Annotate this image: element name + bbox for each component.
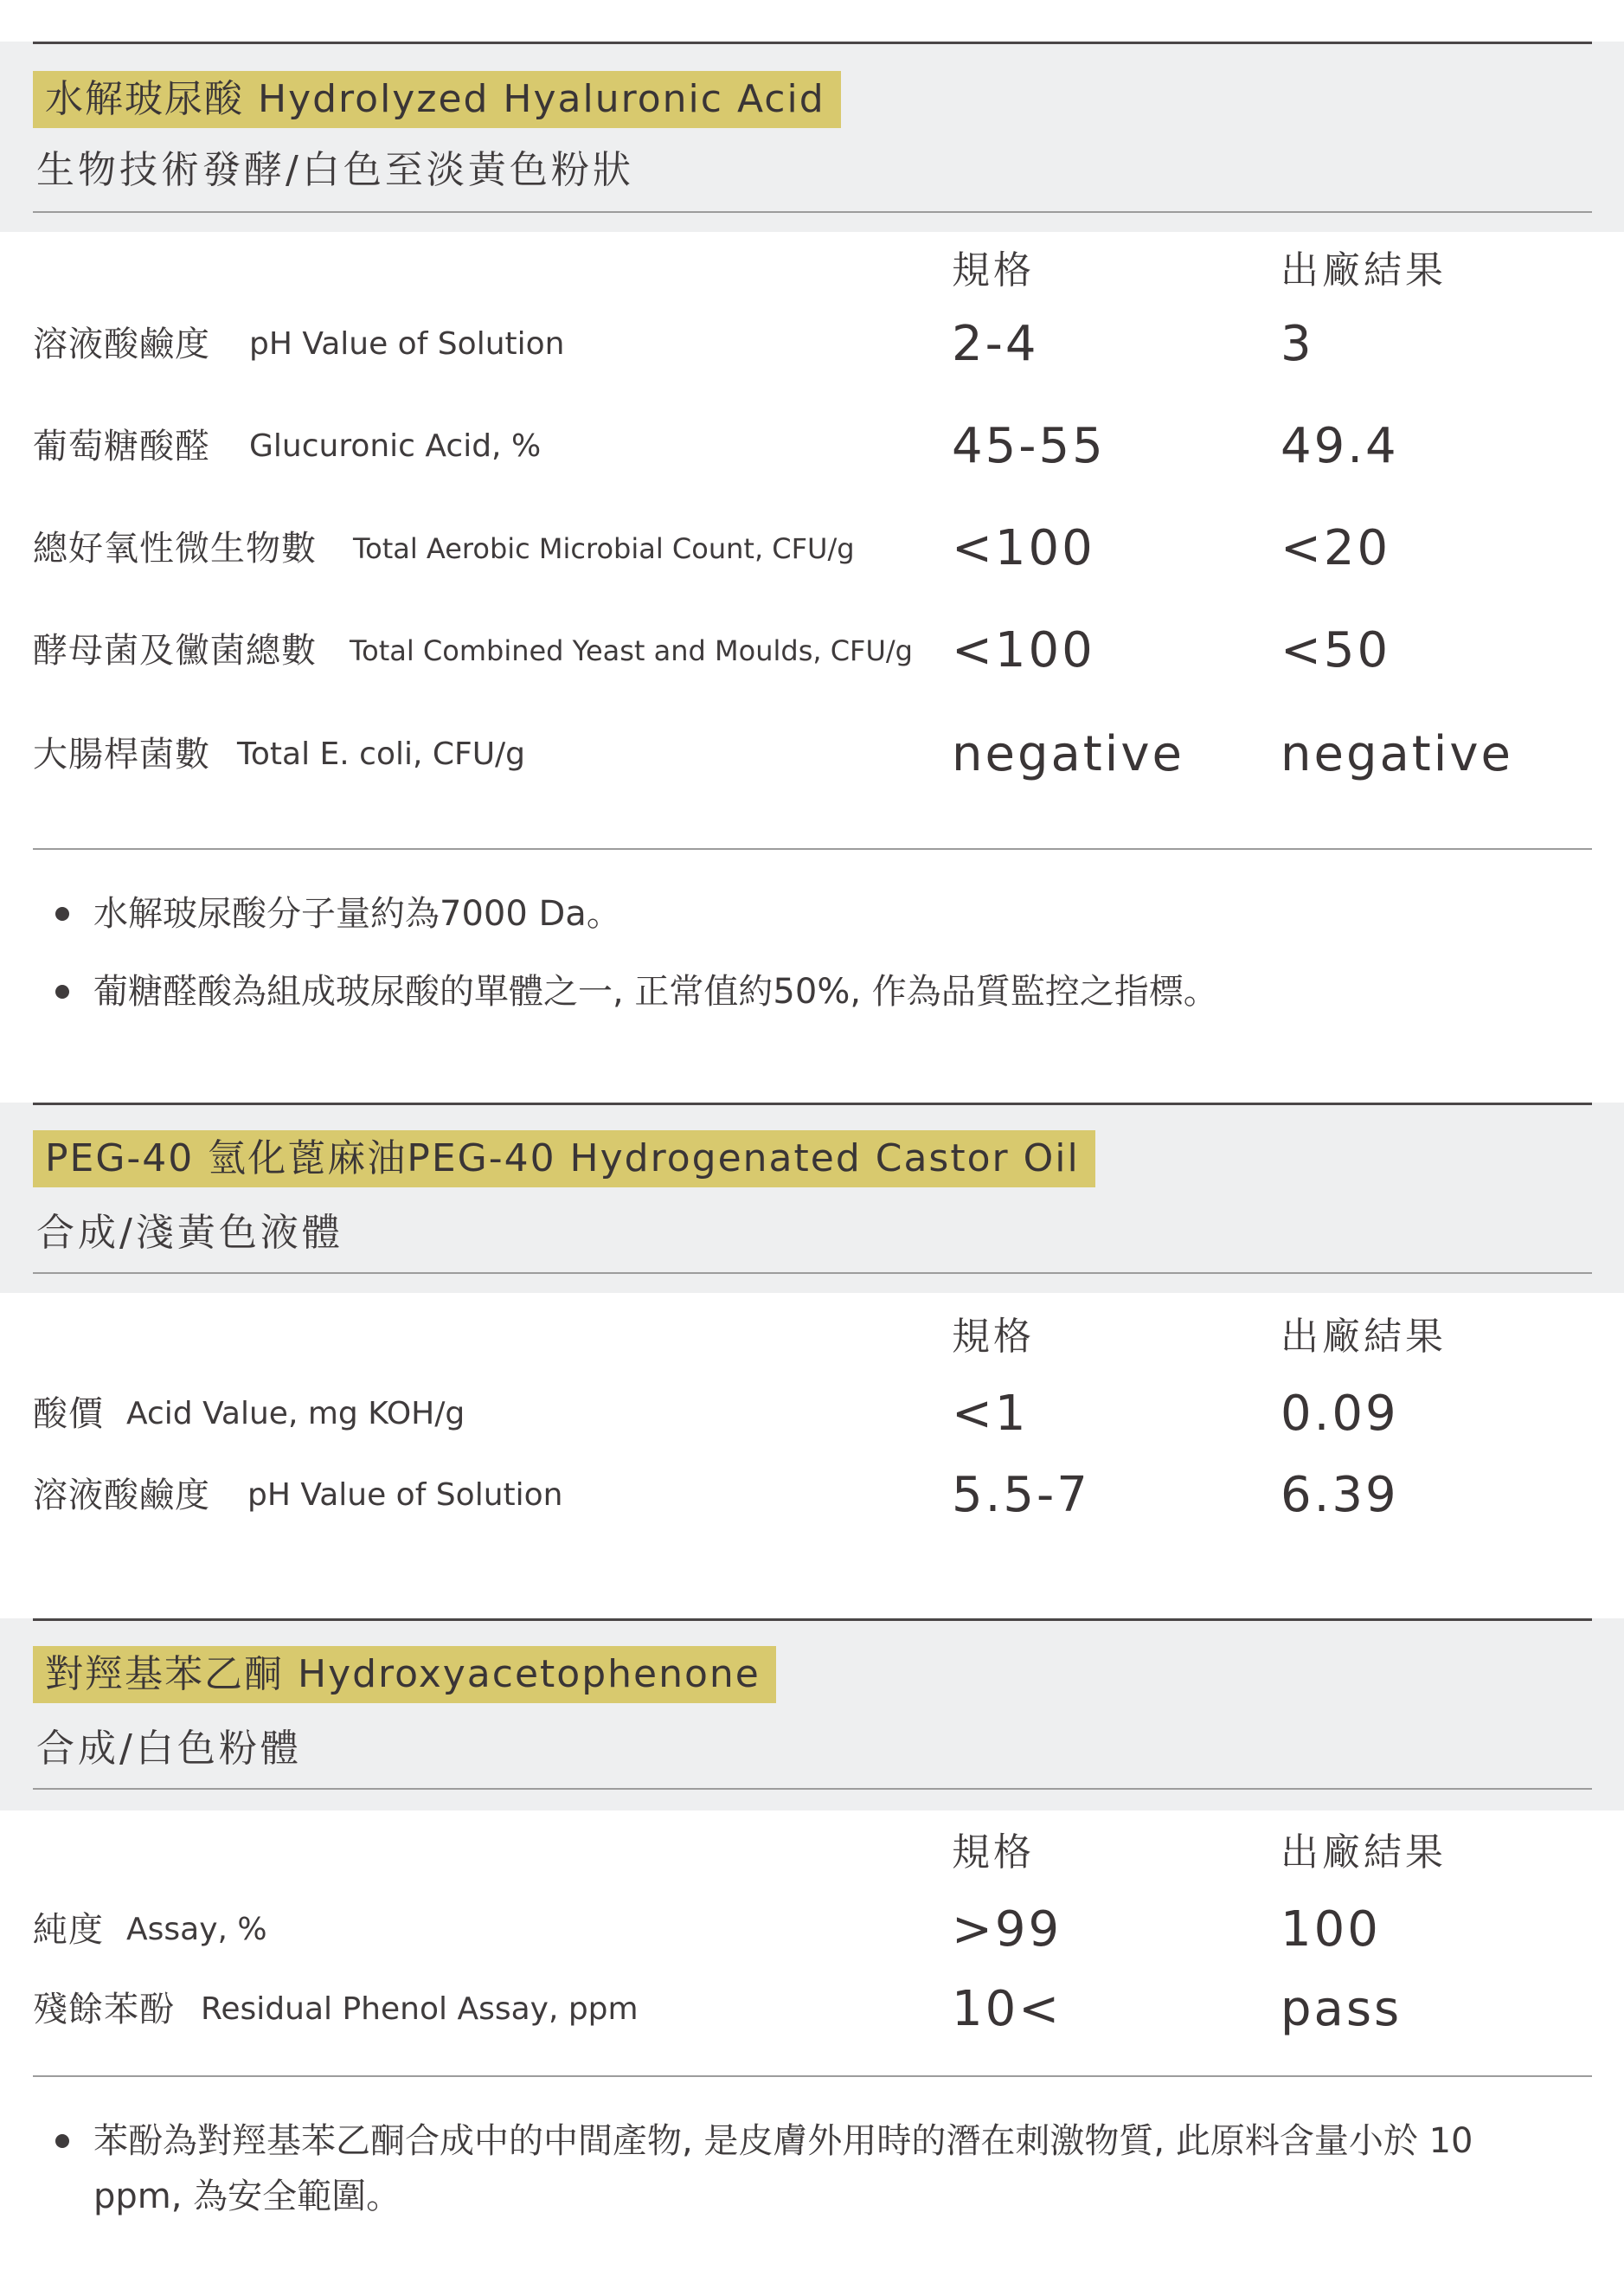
section1-spec-header: 規格 (952, 248, 1035, 293)
section2-title: PEG-40 氫化蓖麻油PEG-40 Hydrogenated Castor Oil (33, 1130, 1095, 1187)
row-label-cn: 葡萄糖酸醛 (33, 427, 210, 466)
section3-subtitle: 合成/白色粉體 (36, 1727, 302, 1771)
section3-header-divider (33, 1788, 1592, 1790)
row-spec: negative (952, 726, 1184, 782)
row-label-cn: 酵母菌及黴菌總數 (33, 631, 317, 671)
bullet-icon (55, 985, 69, 999)
row-result: <50 (1281, 622, 1391, 678)
section2-spec-header: 規格 (952, 1315, 1035, 1359)
row-spec: 10< (952, 1981, 1062, 2037)
section3-note: 苯酚為對羥基苯乙酮合成中的中間產物, 是皮膚外用時的潛在刺激物質, 此原料含量小於 10 ppm, 為安全範圍。 (93, 2121, 1473, 2216)
table-row (0, 1388, 1624, 1440)
row-spec: <100 (952, 520, 1095, 576)
row-label-en: Acid Value, mg KOH/g (126, 1396, 465, 1431)
section2-header-divider (33, 1272, 1592, 1274)
row-result: negative (1281, 726, 1513, 782)
section3-table-divider (33, 2075, 1592, 2077)
section2-top-rule (33, 1103, 1592, 1105)
row-label-cn: 酸價 (33, 1394, 104, 1434)
section3-spec-header: 規格 (952, 1830, 1035, 1875)
section1-table-divider (33, 848, 1592, 850)
row-label-en: Total E. coli, CFU/g (237, 736, 526, 772)
row-spec: 45-55 (952, 418, 1106, 474)
row-result: 0.09 (1281, 1386, 1399, 1442)
section1-subtitle: 生物技術發酵/白色至淡黃色粉狀 (36, 148, 634, 192)
row-label-cn: 溶液酸鹼度 (33, 1476, 210, 1515)
row-label-en: Total Aerobic Microbial Count, CFU/g (353, 532, 855, 565)
bullet-icon (55, 907, 69, 921)
section1-note: 水解玻尿酸分子量約為7000 Da。 (93, 894, 621, 934)
row-result: 49.4 (1281, 418, 1399, 474)
row-label-en: pH Value of Solution (249, 326, 565, 362)
section1-note: 葡糖醛酸為組成玻尿酸的單體之一, 正常值約50%, 作為品質監控之指標。 (93, 972, 1218, 1012)
table-row (0, 520, 1624, 576)
row-spec: <1 (952, 1386, 1029, 1442)
section3-title: 對羥基苯乙酮 Hydroxyacetophenone (33, 1646, 776, 1703)
section2-result-header: 出廠結果 (1281, 1315, 1447, 1359)
row-result: pass (1281, 1981, 1403, 2037)
row-result: 3 (1281, 316, 1314, 372)
row-spec: <100 (952, 622, 1095, 678)
section1-header-band (0, 42, 1624, 232)
section2-subtitle: 合成/淺黃色液體 (36, 1211, 343, 1255)
table-row (0, 726, 1624, 782)
section1-result-header: 出廠結果 (1281, 248, 1447, 293)
bullet-icon (55, 2134, 69, 2148)
row-spec: >99 (952, 1901, 1062, 1958)
row-label-cn: 殘餘苯酚 (33, 1990, 175, 2029)
row-label-cn: 總好氧性微生物數 (33, 529, 317, 569)
section1-top-rule (33, 42, 1592, 44)
row-label-en: Assay, % (126, 1912, 267, 1947)
table-row (0, 318, 1624, 370)
row-label-cn: 純度 (33, 1910, 104, 1950)
row-spec: 5.5-7 (952, 1467, 1090, 1523)
section1-header-divider (33, 211, 1592, 213)
section3-result-header: 出廠結果 (1281, 1830, 1447, 1875)
row-result: 100 (1281, 1901, 1381, 1958)
row-label-en: Total Combined Yeast and Moulds, CFU/g (350, 634, 913, 667)
table-row (0, 1469, 1624, 1521)
table-row (0, 1981, 1624, 2037)
table-row (0, 622, 1624, 678)
row-label-en: Glucuronic Acid, % (249, 428, 542, 464)
table-row (0, 418, 1624, 474)
row-label-en: pH Value of Solution (247, 1477, 563, 1513)
section3-top-rule (33, 1618, 1592, 1621)
table-row (0, 1901, 1624, 1958)
row-label-en: Residual Phenol Assay, ppm (201, 1991, 639, 2027)
row-label-cn: 大腸桿菌數 (33, 735, 210, 775)
row-result: 6.39 (1281, 1467, 1399, 1523)
row-spec: 2-4 (952, 316, 1039, 372)
section1-title: 水解玻尿酸 Hydrolyzed Hyaluronic Acid (33, 71, 841, 128)
row-label-cn: 溶液酸鹼度 (33, 325, 210, 364)
row-result: <20 (1281, 520, 1391, 576)
